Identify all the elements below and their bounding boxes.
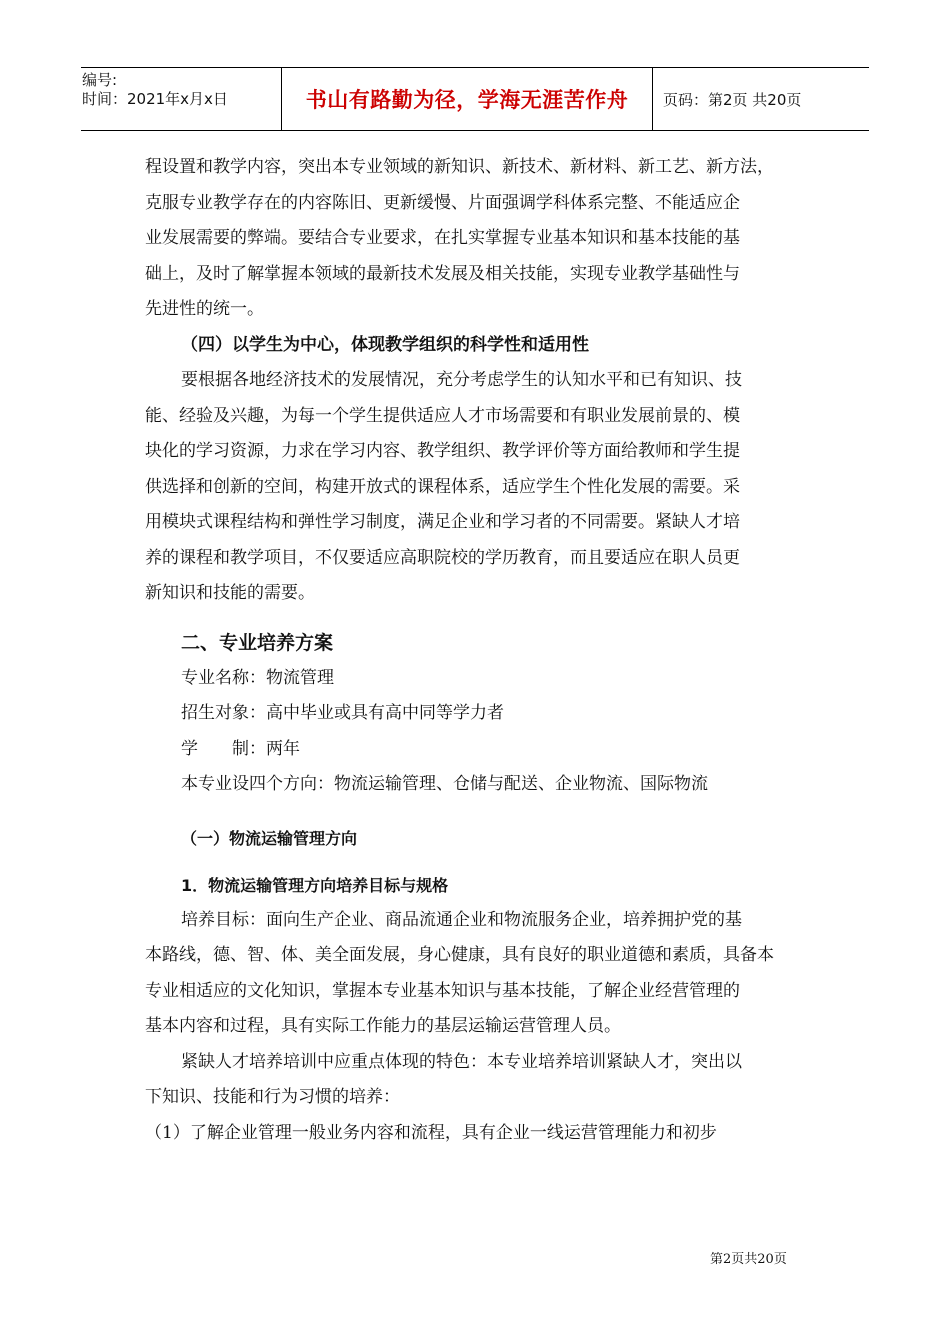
major-name: 专业名称：物流管理 [181, 667, 334, 688]
document-time-label: 时间：2021年x月x日 [82, 90, 228, 108]
item-title-objectives: 1．物流运输管理方向培养目标与规格 [181, 875, 449, 895]
text-line: 基本内容和过程，具有实际工作能力的基层运输运营管理人员。 [145, 1016, 621, 1036]
text-line: 础上，及时了解掌握本领域的最新技术发展及相关技能，实现专业教学基础性与 [145, 263, 740, 284]
study-duration: 学 制：两年 [181, 738, 300, 759]
text-line: 用模块式课程结构和弹性学习制度，满足企业和学习者的不同需要。紧缺人才培 [145, 512, 740, 532]
paragraph-curriculum [145, 150, 807, 328]
paragraph-student-centered [145, 363, 807, 612]
document-number-label: 编号: [82, 71, 118, 89]
text-line: 业发展需要的弊端。要结合专业要求，在扎实掌握专业基本知识和基本技能的基 [145, 228, 740, 248]
text-line: 专业相适应的文化知识，掌握本专业基本知识与基本技能，了解企业经营管理的 [145, 980, 740, 1001]
header-page-cell [653, 68, 869, 130]
text-line: 下知识、技能和行为习惯的培养： [145, 1087, 400, 1107]
text-line: 培养目标：面向生产企业、商品流通企业和物流服务企业，培养拥护党的基 [181, 909, 742, 930]
direction-title-transport: （一）物流运输管理方向 [181, 828, 358, 848]
page-footer: 第2页共20页 [710, 1252, 787, 1267]
text-line: 养的课程和教学项目，不仅要适应高职院校的学历教育，而且要适应在职人员更 [145, 547, 740, 568]
text-line: 克服专业教学存在的内容陈旧、更新缓慢、片面强调学科体系完整、不能适应企 [145, 192, 740, 213]
text-line: （1）了解企业管理一般业务内容和流程，具有企业一线运营管理能力和初步 [145, 1122, 717, 1143]
text-line: 块化的学习资源，力求在学习内容、教学组织、教学评价等方面给教师和学生提 [145, 441, 740, 461]
paragraph-list-item-1 [145, 1116, 807, 1152]
text-line: 紧缺人才培养培训中应重点体现的特色：本专业培养培训紧缺人才，突出以 [181, 1051, 742, 1072]
enrollment-target: 招生对象：高中毕业或具有高中同等学力者 [181, 703, 504, 723]
major-directions: 本专业设四个方向：物流运输管理、仓储与配送、企业物流、国际物流 [181, 774, 708, 794]
text-line: 能、经验及兴趣，为每一个学生提供适应人才市场需要和有职业发展前景的、模 [145, 405, 740, 426]
page-header [81, 67, 869, 131]
heading-student-centered: （四）以学生为中心，体现教学组织的科学性和适用性 [181, 334, 589, 355]
text-line: 新知识和技能的需要。 [145, 583, 315, 603]
header-motto-cell [282, 68, 653, 130]
section-title-training-plan: 二、专业培养方案 [181, 631, 334, 654]
header-motto: 书山有路勤为径，学海无涯苦作舟 [305, 88, 629, 112]
text-line: 程设置和教学内容，突出本专业领域的新知识、新技术、新材料、新工艺、新方法， [145, 157, 774, 177]
text-line: 本路线，德、智、体、美全面发展，身心健康，具有良好的职业道德和素质，具备本 [145, 945, 774, 965]
document-body [145, 150, 807, 1151]
header-meta [81, 68, 282, 130]
paragraph-features [145, 1045, 807, 1116]
text-line: 先进性的统一。 [145, 299, 264, 319]
text-line: 供选择和创新的空间，构建开放式的课程体系，适应学生个性化发展的需要。采 [145, 476, 740, 497]
text-line: 要根据各地经济技术的发展情况，充分考虑学生的认知水平和已有知识、技 [181, 370, 742, 390]
header-page-label: 页码：第2页 共20页 [663, 90, 802, 109]
paragraph-objectives [145, 903, 807, 1045]
